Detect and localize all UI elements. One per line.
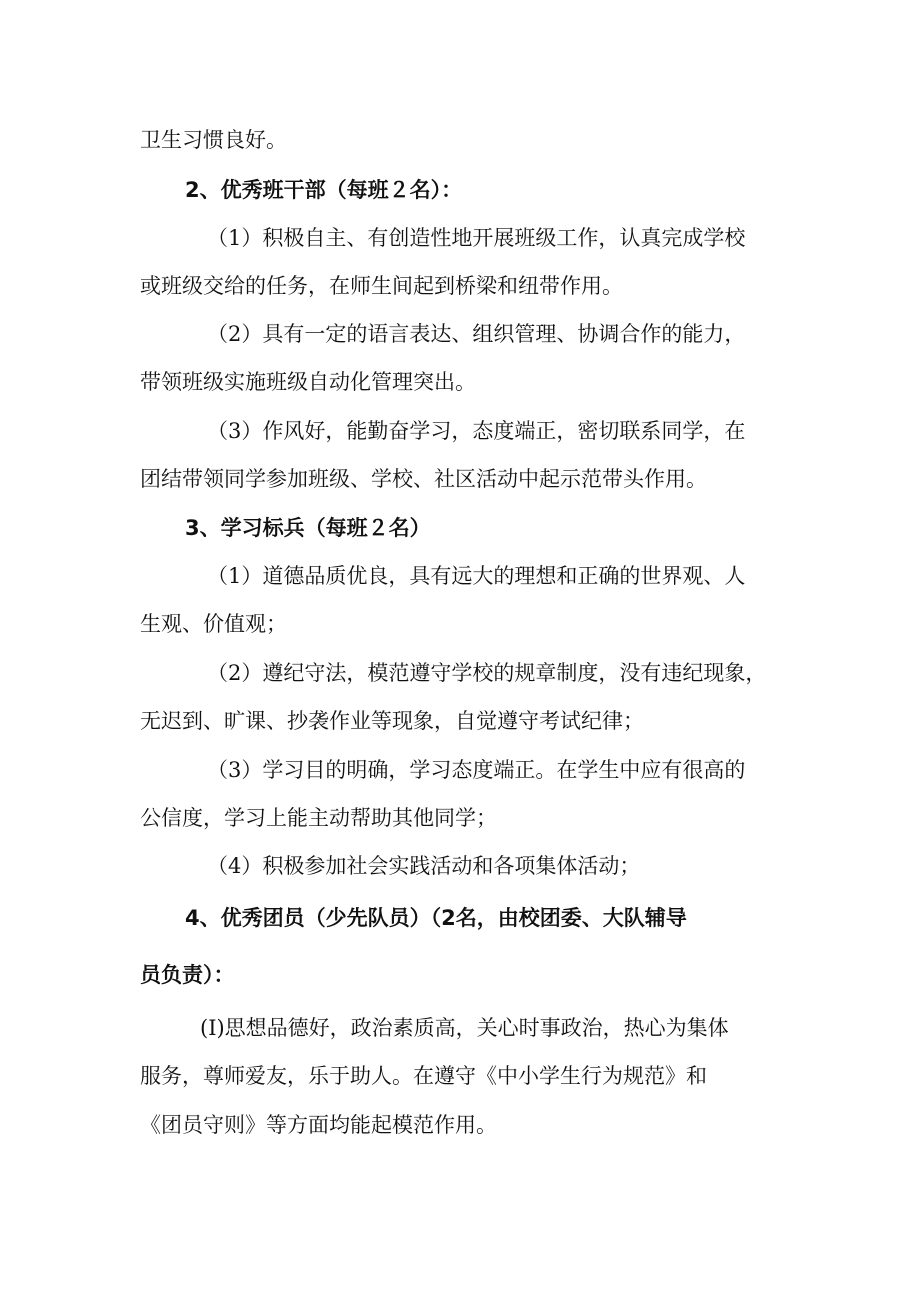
paragraph-line: 生观、价值观； <box>140 612 287 636</box>
paragraph-line: 公信度，学习上能主动帮助其他同学； <box>140 806 497 830</box>
paragraph-line: 卫生习惯良好。 <box>140 128 287 152</box>
paragraph-line: （2）具有一定的语言表达、组织管理、协调合作的能力， <box>207 322 746 346</box>
section-heading: 2、优秀班干部（每班２名）： <box>185 178 463 202</box>
paragraph-line: 服务，尊师爱友，乐于助人。在遵守《中小学生行为规范》和 <box>140 1064 707 1088</box>
paragraph-line: （1）积极自主、有创造性地开展班级工作，认真完成学校 <box>207 226 746 250</box>
paragraph-line: （3）作风好，能勤奋学习，态度端正，密切联系同学，在 <box>207 419 746 443</box>
paragraph-line: （3）学习目的明确，学习态度端正。在学生中应有很高的 <box>207 758 746 782</box>
paragraph-line: 带领班级实施班级自动化管理突出。 <box>140 370 476 394</box>
paragraph-line: (I)思想品德好，政治素质高，关心时事政治，热心为集体 <box>200 1016 729 1040</box>
paragraph-line: （2）遵纪守法，模范遵守学校的规章制度，没有违纪现象， <box>207 661 767 685</box>
paragraph-line: 《团员守则》等方面均能起模范作用。 <box>140 1113 497 1137</box>
section-heading: 3、学习标兵（每班２名） <box>185 516 431 540</box>
paragraph-line: 或班级交给的任务，在师生间起到桥梁和纽带作用。 <box>140 274 623 298</box>
section-heading: 员负责）： <box>140 963 235 987</box>
paragraph-line: （1）道德品质优良，具有远大的理想和正确的世界观、人 <box>207 564 746 588</box>
paragraph-line: 团结带领同学参加班级、学校、社区活动中起示范带头作用。 <box>140 467 707 491</box>
paragraph-line: （4）积极参加社会实践活动和各项集体活动； <box>207 854 641 878</box>
paragraph-line: 无迟到、旷课、抄袭作业等现象，自觉遵守考试纪律； <box>140 709 644 733</box>
section-heading: 4、优秀团员（少先队员）（2名，由校团委、大队辅导 <box>185 906 687 930</box>
